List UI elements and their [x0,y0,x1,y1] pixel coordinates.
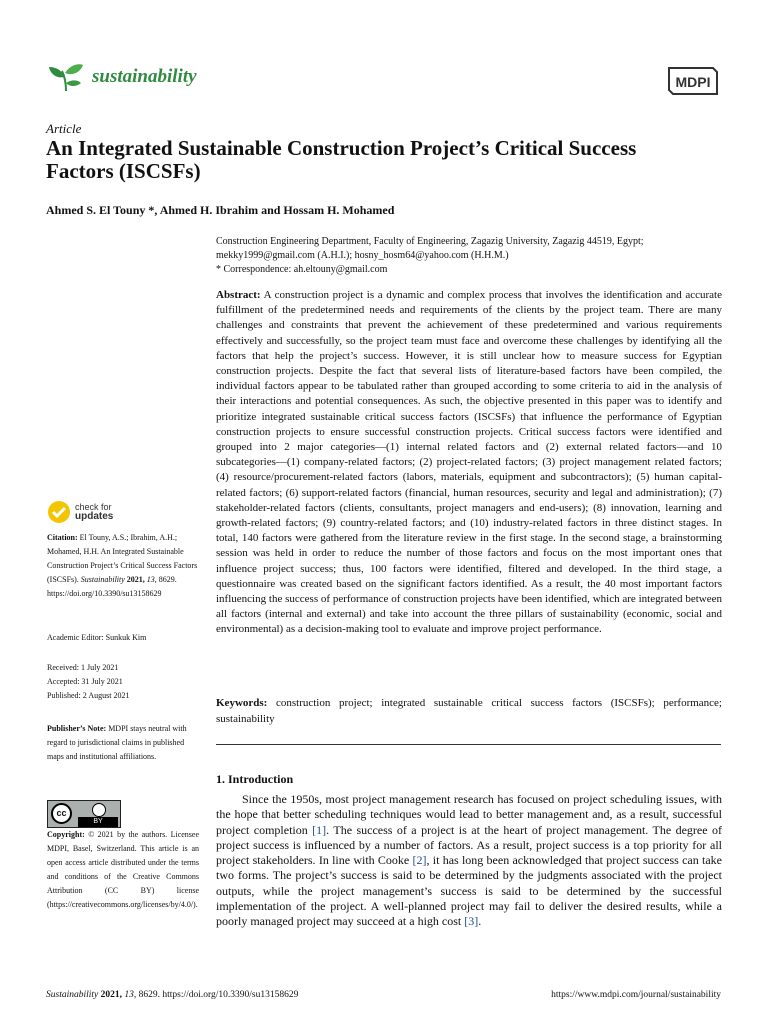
article-type: Article [46,121,82,136]
citation-doi[interactable]: 8629. https://doi.org/10.3390/su13158629 [47,575,177,598]
footer-citation [46,990,298,1000]
citation-label: Citation: [47,533,78,542]
copyright [47,828,199,912]
page-title: An Integrated Sustainable Construction Project’s Critical Success Factors (ISCSFs) [46,136,637,183]
published-date: Published: 2 August 2021 [47,691,130,700]
copyright-label: Copyright: [47,830,85,839]
affiliation-emails: mekky1999@gmail.com (A.H.I.); hosny_hosm64@yahoo.com (H.H.M.) [216,250,509,261]
footer-year: 2021, [100,990,122,1000]
citation-volume: 13, [146,575,157,584]
ref-link-3[interactable]: [3] [464,914,479,929]
check-label: check for [75,502,112,512]
by-label: BY [78,817,118,827]
citation-journal: Sustainability [80,575,125,584]
leaf-icon [48,61,84,93]
accepted-date: Accepted: 31 July 2021 [47,677,123,686]
divider [216,744,721,745]
intro-text: . The success of a project is at the heart of project management. The degree of project success is influenced by a number of factors. As a result, project success is a top priority for all project stakeholders. In line with Cooke [216,822,722,868]
cc-by-badge[interactable] [47,800,121,828]
affiliation-line: Construction Engineering Department, Faculty of Engineering, Zagazig University, Zagazig 44519, Egypt; [216,236,644,247]
abstract-text: A construction project is a dynamic and complex process that involves the identification and accurate fulfillment of the predetermined needs and requirements of the clients by the project team. There are many challenges and constraints that prevent the achievement of these predetermined and various requirements effectively and successfully, so the project team must face and overcome these challenges by identifying all the factors that help the project’s success. However, it is still unclear how to measure success for Egyptian construction projects. Despite the fact that several lists of literature-based factors have been compiled, the individual factors appear to be tabulated rather than grouped according to some criteria to aid in the analysis of their interactions and potential consequences. As such, the objective presented in this paper was to identify and prioritize integrated sustainable critical success factors (ISCSFs) that influence the performance of Egyptian construction projects to ensure successful construction projects. Critical success factors were identified and grouped into 2 major categories—(1) internal related factors and (2) external related factors—and 10 subcategories—(1) company-related factors; (2) project-related factors; (3) project management related factors; (4) resource/procurement-related factors (labors, materials, equipment and subcontractors); (5) human capital-related factors; (6) support-related factors (financial, human resources, security and legal and administration); (7) stakeholder-related factors (clients, consultants, project managers and end-users); (8) innovation, learning and growth-related factors; (9) country-related factors; and (10) industry-related factors in three distinct stages. In total, 140 factors were gathered from the literature review in the first stage. In the second stage, a brainstorming session was held in order to reduce the number of those factors and focus on the most important ones that influence project success; thus, 100 factors were identified, filtered and developed. In the third stage, a questionnaire was created based on the significant factors identified. As a result, the 40 most important factors influencing the success of performance of construction projects have been identified, which are integrated between all factors (internal and external) and take into account the three pillars of sustainability (economic, social and environmental) as a decision-making tool to evaluate and improve project performance. [216,289,722,636]
keywords-label: Keywords: [216,697,268,709]
correspondence: * Correspondence: ah.eltouny@gmail.com [216,264,388,275]
publisher-name: MDPI [675,74,711,90]
publisher-note-text: MDPI stays neutral with regard to jurisdictional claims in published maps and institutional affiliations. [47,724,187,761]
abstract [216,288,722,638]
ref-link-1[interactable]: [1] [312,822,327,837]
updates-label: updates [75,511,114,522]
check-updates-icon [47,500,71,524]
publisher-note-label: Publisher’s Note: [47,724,107,733]
intro-text: Since the 1950s, most project management research has focused on project scheduling issues, with the hope that better scheduling techniques would lead to better management and, as a result, successful project completion [216,792,722,837]
check-for-updates[interactable] [47,500,113,524]
intro-text: . [478,914,482,929]
keywords [216,696,722,727]
copyright-text: © 2021 by the authors. Licensee MDPI, Basel, Switzerland. This article is an open access article distributed under the terms and conditions of the Creative Commons Attribution (CC BY) license (https://creativecommons.org/licenses/by/4.0/). [47,830,200,909]
keywords-text: construction project; integrated sustainable critical success factors (ISCSFs); performance; sustainability [216,697,722,725]
citation [47,531,199,601]
received-date: Received: 1 July 2021 [47,663,119,672]
intro-text: , it has long been acknowledged that project success can take two forms. The project’s success is said to be determined by the judgments associated with the project outputs, while the project management’s success is said to be determined by the successful implementation of the project. A well-planned project may fail to deliver the desired results, while a poorly managed project may succeed at a high cost [216,853,722,929]
person-icon [92,803,106,817]
footer-url[interactable]: https://www.mdpi.com/journal/sustainability [551,990,721,1000]
footer-volume: 13, [124,990,137,1000]
citation-year: 2021, [126,575,145,584]
authors: Ahmed S. El Touny *, Ahmed H. Ibrahim and Hossam H. Mohamed [46,203,395,217]
abstract-label: Abstract: [216,289,261,301]
ref-link-2[interactable]: [2] [412,853,427,868]
cc-icon: cc [51,803,72,824]
publisher-logo [665,64,721,102]
journal-logo [48,60,197,94]
introduction-paragraph [216,792,722,930]
affiliation [216,235,726,277]
dates [47,661,199,703]
citation-text: El Touny, A.S.; Ibrahim, A.H.; Mohamed, H.H. An Integrated Sustainable Construction Project’s Critical Success Factors (ISCSFs). [47,533,198,584]
footer-journal: Sustainability [46,990,99,1000]
journal-name: sustainability [92,66,197,87]
footer-doi[interactable]: 8629. https://doi.org/10.3390/su13158629 [138,990,299,1000]
academic-editor: Academic Editor: Sunkuk Kim [47,633,147,642]
section-heading: 1. Introduction [216,772,294,786]
publisher-note [47,722,199,764]
